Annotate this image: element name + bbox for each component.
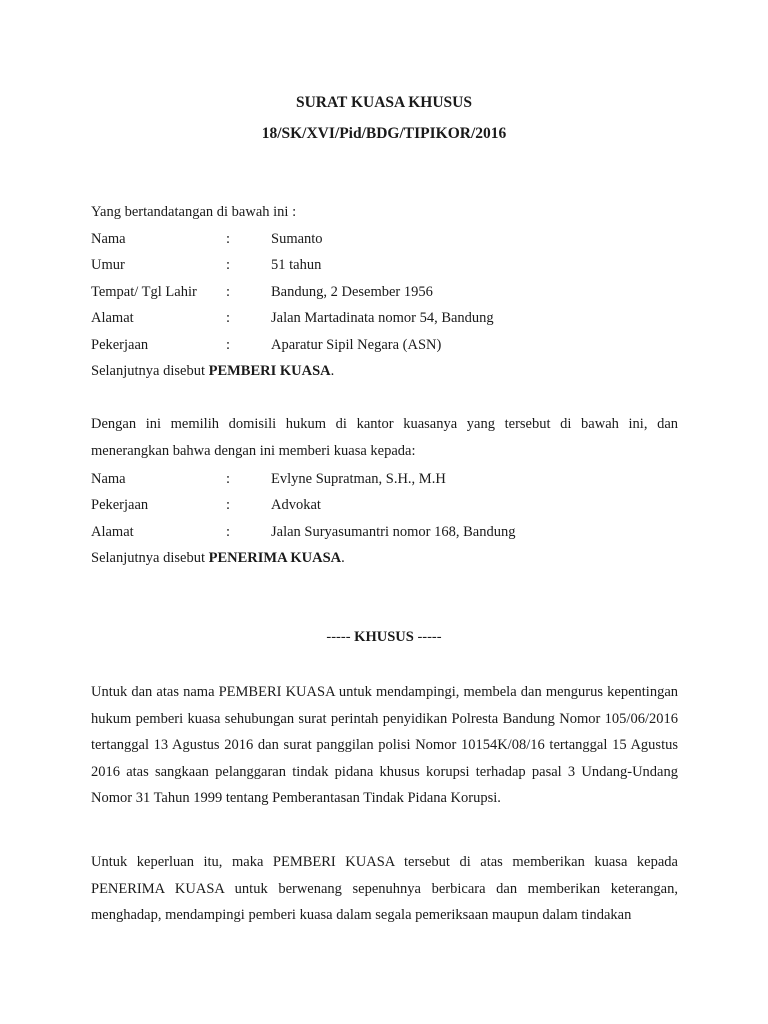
designation-role: PENERIMA KUASA: [208, 550, 342, 566]
grantor-name-row: [91, 231, 691, 251]
intro-text: Yang bertandatangan di bawah ini :: [91, 204, 297, 220]
field-value: Sumanto: [271, 231, 323, 247]
field-colon: :: [226, 257, 231, 273]
grantee-name-row: [91, 471, 691, 491]
designation-suffix: .: [330, 363, 335, 379]
field-colon: :: [226, 524, 231, 540]
section-prefix: -----: [326, 629, 355, 645]
field-colon: :: [226, 284, 231, 300]
section-label: KHUSUS: [354, 629, 414, 645]
field-label: Nama: [91, 231, 126, 247]
domicile-paragraph: Dengan ini memilih domisili hukum di kantor kuasanya yang tersebut di bawah ini, dan menerangkan bahwa dengan ini memberi kuasa kepada:: [91, 416, 678, 459]
designation-role: PEMBERI KUASA: [208, 363, 331, 379]
grantee-occupation-row: [91, 497, 691, 517]
section-suffix: -----: [413, 629, 442, 645]
field-value: Evlyne Supratman, S.H., M.H: [271, 471, 446, 487]
section-heading: [0, 629, 768, 646]
field-value: Bandung, 2 Desember 1956: [271, 284, 433, 300]
grantee-designation: [91, 550, 345, 567]
field-colon: :: [226, 231, 231, 247]
field-value: Aparatur Sipil Negara (ASN): [271, 337, 442, 353]
designation-prefix: Selanjutnya disebut: [91, 550, 209, 566]
field-label: Pekerjaan: [91, 497, 149, 513]
field-label: Umur: [91, 257, 125, 273]
field-colon: :: [226, 497, 231, 513]
field-value: Advokat: [271, 497, 321, 513]
field-label: Alamat: [91, 310, 134, 326]
field-colon: :: [226, 471, 231, 487]
grantor-age-row: [91, 257, 691, 277]
grantee-address-row: [91, 524, 691, 544]
grantor-designation: [91, 363, 334, 380]
field-value: Jalan Martadinata nomor 54, Bandung: [271, 310, 494, 326]
field-colon: :: [226, 337, 231, 353]
grantor-address-row: [91, 310, 691, 330]
mandate-paragraph: Untuk dan atas nama PEMBERI KUASA untuk mendampingi, membela dan mengurus kepentingan hukum pemberi kuasa sehubungan surat perintah penyidikan Polresta Bandung Nomor 105/06/2016 tertanggal 13 Agustus 2016 dan surat panggilan polisi Nomor 10154K/08/16 tertanggal 15 Agustus 2016 atas sangkaan pelanggaran tindak pidana khusus korupsi terhadap pasal 3 Undang-Undang Nomor 31 Tahun 1999 tentang Pemberantasan Tindak Pidana Korupsi.: [91, 684, 678, 806]
field-label: Tempat/ Tgl Lahir: [91, 284, 197, 300]
field-label: Pekerjaan: [91, 337, 149, 353]
designation-suffix: .: [341, 550, 345, 566]
authority-paragraph: Untuk keperluan itu, maka PEMBERI KUASA tersebut di atas memberikan kuasa kepada PENERIMA KUASA untuk berwenang sepenuhnya berbicara dan memberikan keterangan, menghadap, mendampingi pemberi kuasa dalam segala pemeriksaan maupun dalam tindakan: [91, 854, 678, 923]
field-value: 51 tahun: [271, 257, 322, 273]
document-number: 18/SK/XVI/Pid/BDG/TIPIKOR/2016: [261, 125, 507, 142]
designation-prefix: Selanjutnya disebut: [91, 363, 209, 379]
field-value: Jalan Suryasumantri nomor 168, Bandung: [271, 524, 516, 540]
document-title: SURAT KUASA KHUSUS: [295, 94, 472, 111]
field-label: Nama: [91, 471, 126, 487]
field-label: Alamat: [91, 524, 134, 540]
field-colon: :: [226, 310, 231, 326]
grantor-birth-row: [91, 284, 691, 304]
grantor-occupation-row: [91, 337, 691, 357]
